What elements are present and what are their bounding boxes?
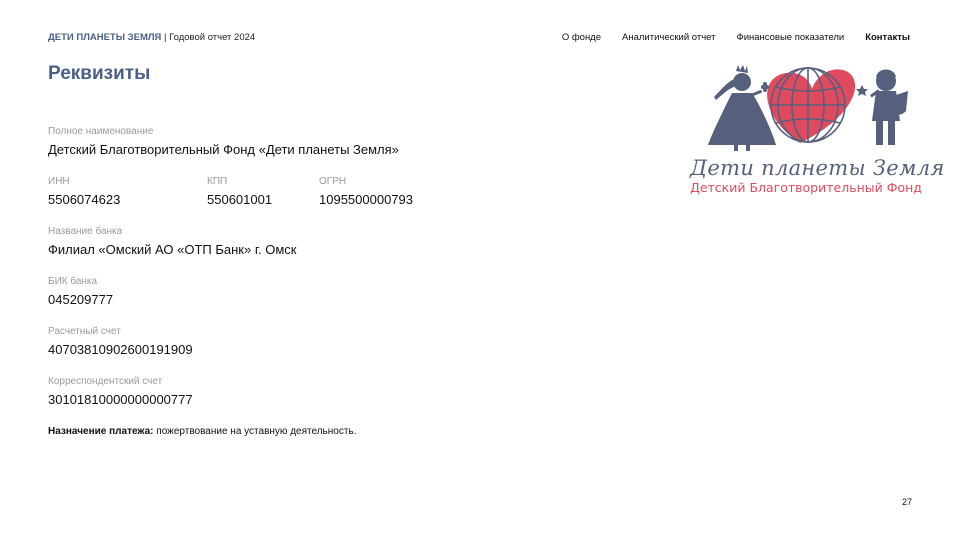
field-value: 045209777 bbox=[48, 292, 114, 307]
field-label: Корреспондентский счет bbox=[48, 376, 163, 387]
report-subtitle: Годовой отчет 2024 bbox=[169, 32, 256, 43]
nav-item-analytical-report[interactable]: Аналитический отчет bbox=[622, 32, 716, 43]
payment-purpose-label: Назначение платежа: bbox=[48, 426, 154, 437]
nav-item-contacts[interactable]: Контакты bbox=[865, 32, 910, 43]
field-value: Филиал «Омский АО «ОТП Банк» г. Омск bbox=[48, 242, 297, 257]
field-bank-name bbox=[48, 226, 296, 258]
field-value: 30101810000000000777 bbox=[48, 392, 193, 407]
field-label: Расчетный счет bbox=[48, 326, 121, 337]
field-inn bbox=[48, 176, 120, 208]
field-ogrn bbox=[319, 176, 413, 208]
payment-purpose-text: пожертвование на уставную деятельность. bbox=[153, 426, 357, 437]
page-number: 27 bbox=[901, 497, 912, 507]
top-navigation bbox=[541, 32, 910, 44]
field-value: 5506074623 bbox=[48, 192, 121, 207]
field-label: Название банка bbox=[48, 226, 123, 237]
field-value: 1095500000793 bbox=[319, 192, 413, 207]
nav-item-financial-indicators[interactable]: Финансовые показатели bbox=[736, 32, 845, 43]
brand-name: ДЕТИ ПЛАНЕТЫ ЗЕМЛЯ bbox=[48, 32, 162, 43]
field-kpp bbox=[207, 176, 272, 208]
page-title: Реквизиты bbox=[48, 63, 151, 84]
payment-purpose bbox=[48, 425, 356, 438]
header-separator: | bbox=[161, 32, 170, 43]
field-label: ИНН bbox=[48, 176, 70, 187]
field-corr-account bbox=[48, 376, 193, 408]
field-label: ОГРН bbox=[319, 176, 347, 187]
report-header bbox=[48, 32, 255, 44]
logo-title: Дети планеты Земля bbox=[690, 156, 945, 180]
field-value: Детский Благотворительный Фонд «Дети планеты Земля» bbox=[48, 142, 399, 157]
field-account bbox=[48, 326, 193, 358]
logo-subtitle: Детский Благотворительный Фонд bbox=[690, 180, 922, 195]
field-value: 40703810902600191909 bbox=[48, 342, 193, 357]
field-value: 550601001 bbox=[207, 192, 273, 207]
field-bik bbox=[48, 276, 113, 308]
nav-item-about[interactable]: О фонде bbox=[561, 32, 602, 43]
field-label: КПП bbox=[207, 176, 228, 187]
field-full-name bbox=[48, 126, 399, 158]
field-label: БИК банка bbox=[48, 276, 98, 287]
field-label: Полное наименование bbox=[48, 126, 154, 137]
